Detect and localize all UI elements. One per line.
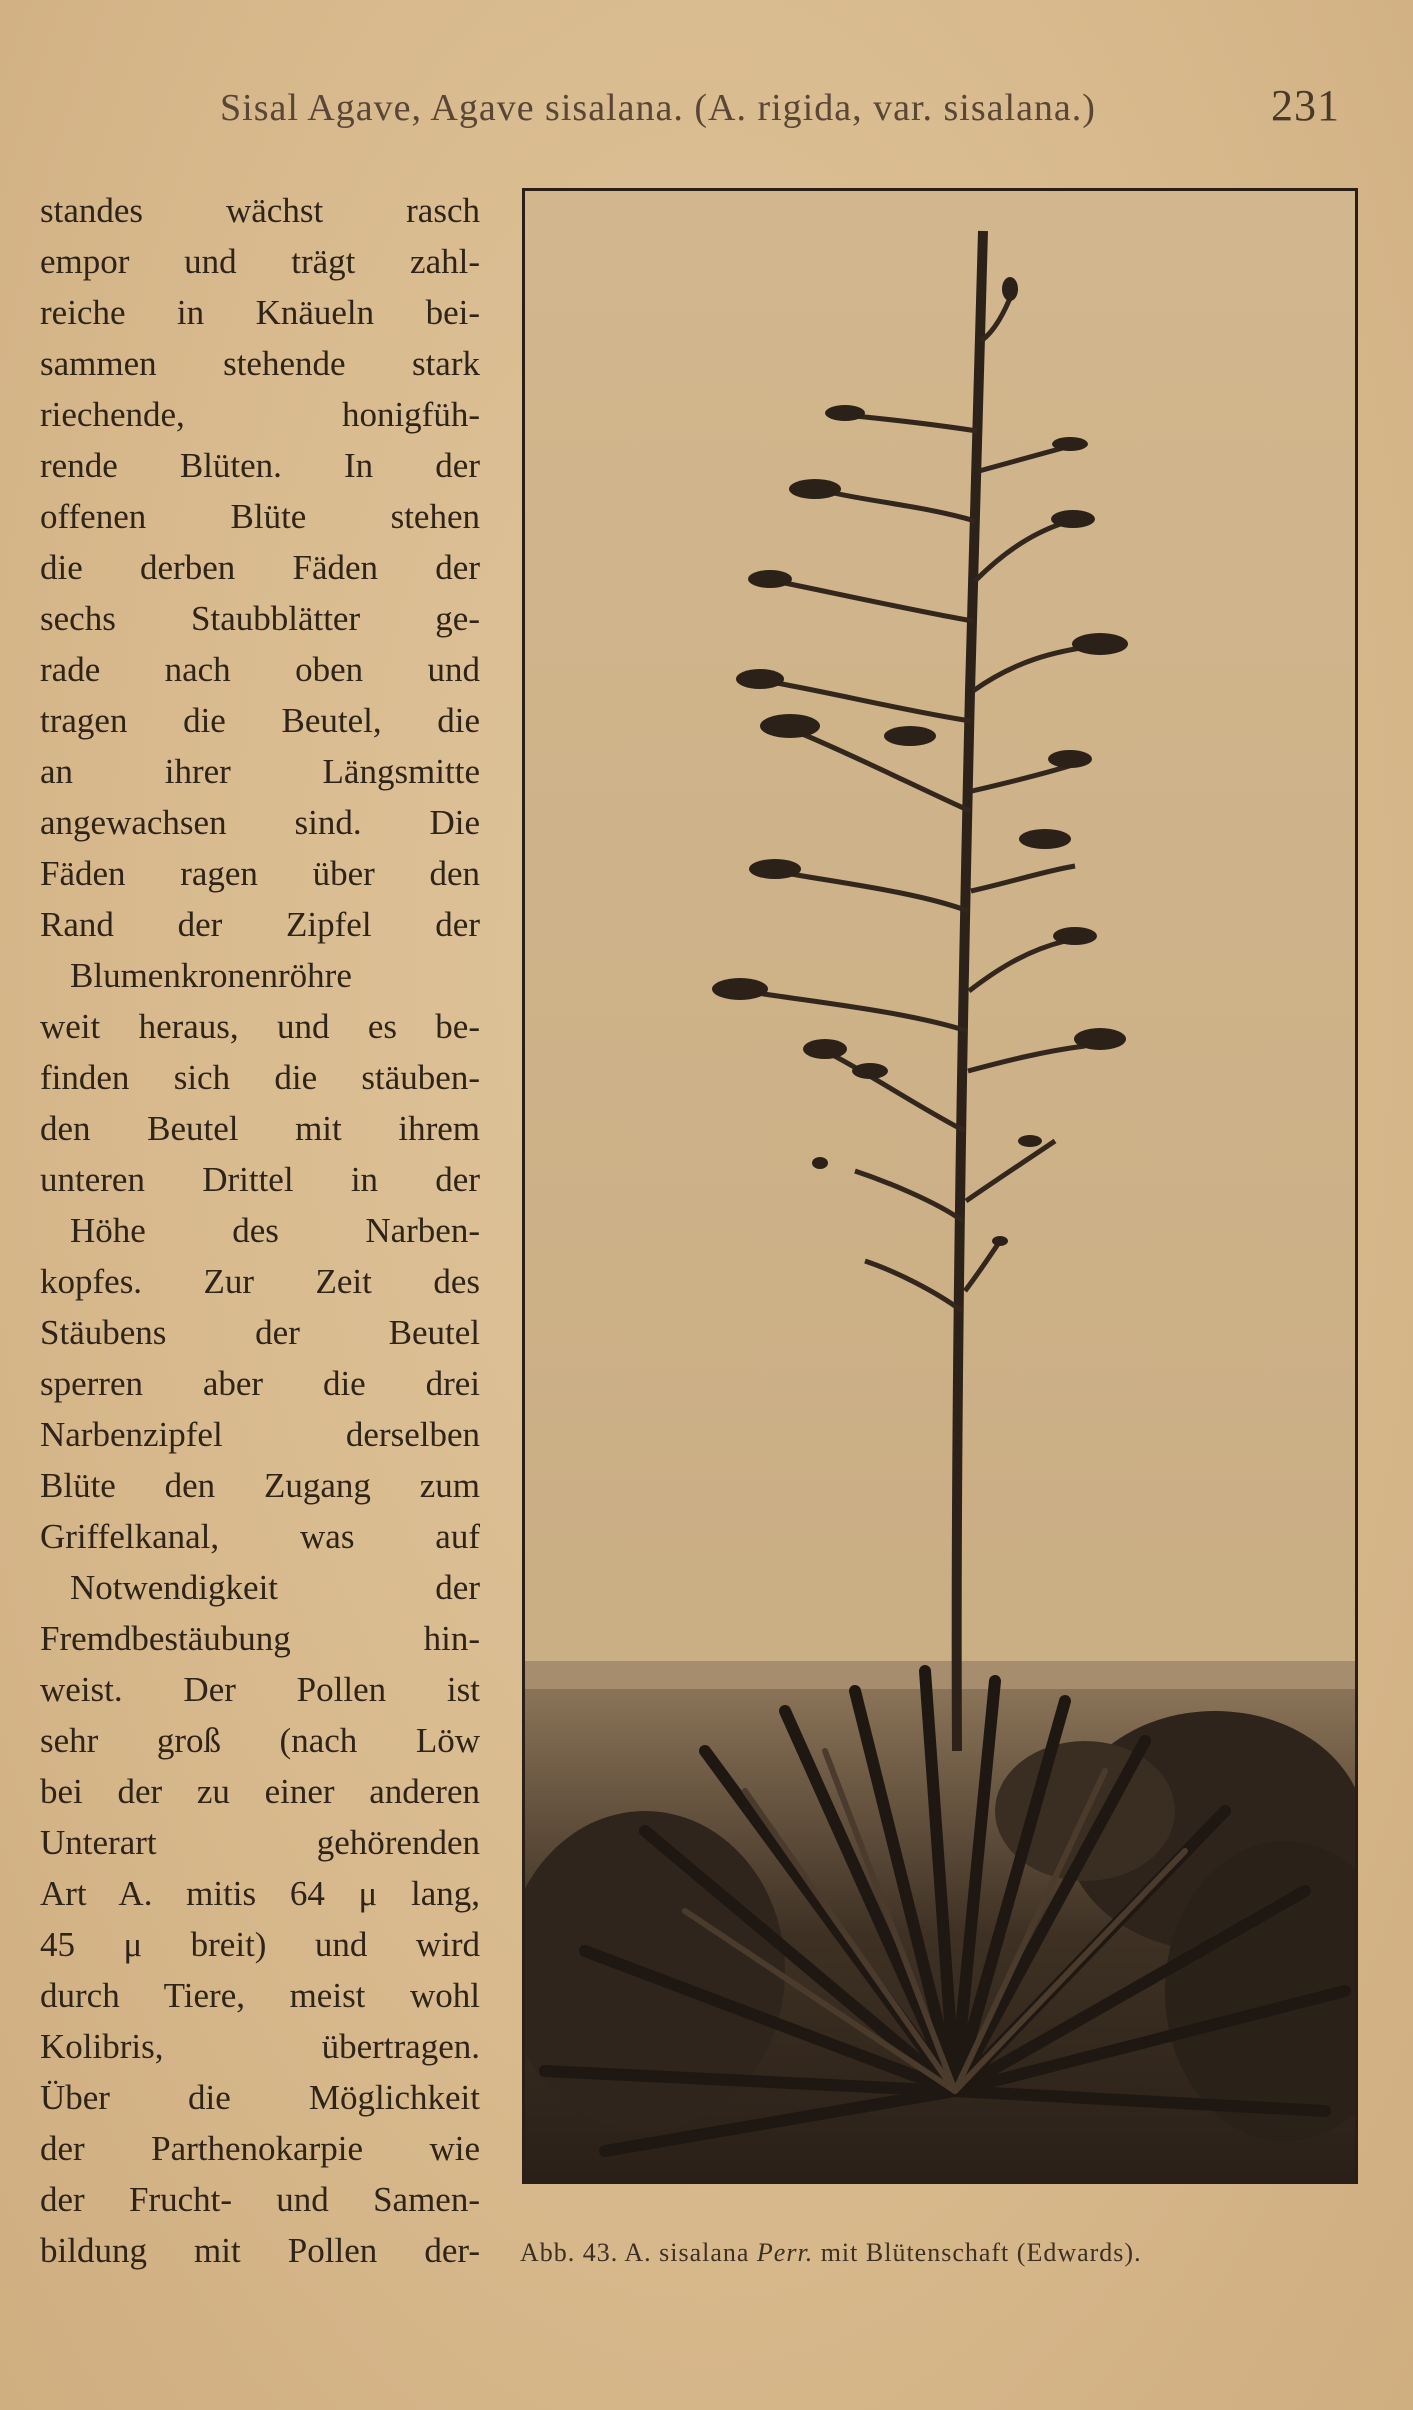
- body-text-line: Notwendigkeit der: [70, 1568, 480, 1607]
- body-text-line: riechende, honigfüh-: [40, 395, 480, 434]
- body-text-line: Höhe des Narben-: [70, 1211, 480, 1250]
- body-text-line: sperren aber die drei: [40, 1364, 480, 1403]
- body-text-line: Blüte den Zugang zum: [40, 1466, 480, 1505]
- body-text-line: angewachsen sind. Die: [40, 803, 480, 842]
- caption-author: Perr.: [756, 2238, 814, 2267]
- body-text-line: 45 μ breit) und wird: [40, 1925, 480, 1964]
- body-text-line: den Beutel mit ihrem: [40, 1109, 480, 1148]
- agave-flowering-stalk-photo-icon: [525, 191, 1355, 2181]
- body-text-line: Griffelkanal, was auf: [40, 1517, 480, 1556]
- body-text-line: Rand der Zipfel der: [40, 905, 480, 944]
- body-text-line: Art A. mitis 64 μ lang,: [40, 1874, 480, 1913]
- body-text-line: weist. Der Pollen ist: [40, 1670, 480, 1709]
- body-text-line: finden sich die stäuben-: [40, 1058, 480, 1097]
- body-text-line: durch Tiere, meist wohl: [40, 1976, 480, 2015]
- body-text-line: sehr groß (nach Löw: [40, 1721, 480, 1760]
- body-text-line: Unterart gehörenden: [40, 1823, 480, 1862]
- body-text-line: rende Blüten. In der: [40, 446, 480, 485]
- body-text-line: sammen stehende stark: [40, 344, 480, 383]
- body-text-line: der Frucht- und Samen-: [40, 2180, 480, 2219]
- body-text-line: empor und trägt zahl-: [40, 242, 480, 281]
- figure-photo: [522, 188, 1358, 2184]
- body-text-column: [40, 185, 480, 2276]
- body-text-line: sechs Staubblätter ge-: [40, 599, 480, 638]
- body-text-line: offenen Blüte stehen: [40, 497, 480, 536]
- body-text-line: rade nach oben und: [40, 650, 480, 689]
- body-text-line: der Parthenokarpie wie: [40, 2129, 480, 2168]
- caption-suffix: mit Blütenschaft (Edwards).: [813, 2238, 1142, 2267]
- body-text-line: Über die Möglichkeit: [40, 2078, 480, 2117]
- body-text-line: reiche in Knäueln bei-: [40, 293, 480, 332]
- body-text-line: unteren Drittel in der: [40, 1160, 480, 1199]
- figure-caption: [520, 2238, 1370, 2268]
- body-text-line: Fremdbestäubung hin-: [40, 1619, 480, 1658]
- running-title: Sisal Agave, Agave sisalana. (A. rigida, var. sisalana.): [220, 87, 1096, 129]
- body-text-line: Stäubens der Beutel: [40, 1313, 480, 1352]
- body-text-line: tragen die Beutel, die: [40, 701, 480, 740]
- body-text-line: Narbenzipfel derselben: [40, 1415, 480, 1454]
- body-text-line: bildung mit Pollen der-: [40, 2231, 480, 2270]
- page-header: [220, 81, 1340, 136]
- page-number: 231: [1271, 81, 1340, 130]
- body-text-line: kopfes. Zur Zeit des: [40, 1262, 480, 1301]
- body-text-line: bei der zu einer anderen: [40, 1772, 480, 1811]
- body-text-line: an ihrer Längsmitte: [40, 752, 480, 791]
- body-text-line: Blumenkronenröhre: [70, 956, 352, 995]
- body-text-line: Fäden ragen über den: [40, 854, 480, 893]
- body-text-line: weit heraus, und es be-: [40, 1007, 480, 1046]
- body-text-line: Kolibris, übertragen.: [40, 2027, 480, 2066]
- caption-prefix: Abb. 43. A. sisalana: [520, 2238, 757, 2267]
- body-text-line: standes wächst rasch: [40, 191, 480, 230]
- body-text-line: die derben Fäden der: [40, 548, 480, 587]
